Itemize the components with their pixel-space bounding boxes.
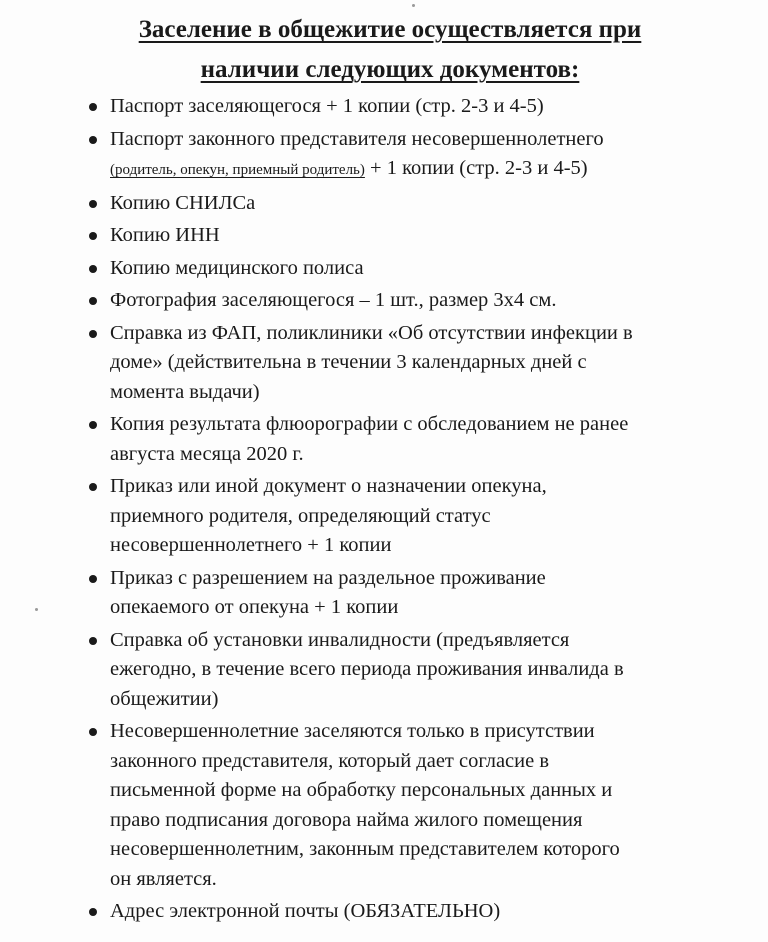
copies-note: + 1 копии (стр. 2-3 и 4-5) bbox=[364, 157, 588, 179]
bullet-icon bbox=[89, 421, 97, 429]
list-item bbox=[84, 626, 764, 715]
list-item bbox=[84, 92, 764, 122]
list-item-line: письменной форме на обработку персональных данных и bbox=[110, 779, 613, 801]
list-item-line: Копию ИНН bbox=[110, 224, 220, 246]
title-line-1: Заселение в общежитие осуществляется при bbox=[138, 16, 642, 43]
list-item-line: опекаемого от опекуна + 1 копии bbox=[110, 596, 399, 618]
list-item-line: ежегодно, в течение всего периода проживания инвалида в bbox=[110, 658, 624, 680]
list-item bbox=[84, 410, 764, 469]
bullet-icon bbox=[89, 136, 97, 144]
list-item bbox=[84, 286, 764, 316]
list-item-line: Приказ с разрешением на раздельное проживание bbox=[110, 566, 546, 589]
list-item-line: доме» (действительна в течении 3 календарных дней с bbox=[110, 351, 587, 373]
list-item-line: приемного родителя, определяющий статус bbox=[110, 504, 491, 527]
list-item bbox=[84, 717, 764, 894]
bullet-icon bbox=[89, 908, 97, 916]
bullet-icon bbox=[89, 103, 97, 111]
list-item-line: Фотография заселяющегося – 1 шт., размер 3х4 см. bbox=[110, 289, 557, 311]
list-item-line: Справка об установки инвалидности (предъявляется bbox=[110, 628, 570, 651]
bullet-icon bbox=[89, 297, 97, 305]
list-item-line: момента выдачи) bbox=[110, 380, 260, 403]
list-item-line: Копию СНИЛСа bbox=[110, 191, 256, 214]
bullet-icon bbox=[89, 232, 97, 240]
list-item-line: Несовершеннолетние заселяются только в присутствии bbox=[110, 720, 595, 742]
list-item-line: Копия результата флюорографии с обследованием не ранее bbox=[110, 413, 629, 435]
bullet-icon bbox=[89, 265, 97, 273]
list-item-line bbox=[110, 154, 764, 186]
list-item bbox=[84, 221, 764, 251]
list-item bbox=[84, 254, 764, 284]
list-item bbox=[84, 897, 764, 927]
list-item bbox=[84, 319, 764, 408]
list-item bbox=[84, 125, 764, 186]
list-item-line: Приказ или иной документ о назначении опекуна, bbox=[110, 475, 547, 497]
document-requirements-list bbox=[84, 92, 764, 930]
scan-speck bbox=[35, 608, 38, 611]
document-title bbox=[60, 10, 720, 90]
list-item bbox=[84, 564, 764, 623]
list-item-line: общежитии) bbox=[110, 687, 219, 710]
representative-note: (родитель, опекун, приемный родитель) bbox=[110, 162, 365, 178]
bullet-icon bbox=[89, 728, 97, 736]
list-item-line: Паспорт заселяющегося + 1 копии (стр. 2-3 и 4-5) bbox=[110, 95, 544, 117]
list-item-line: Адрес электронной почты (ОБЯЗАТЕЛЬНО) bbox=[110, 900, 501, 922]
bullet-icon bbox=[89, 200, 97, 208]
bullet-icon bbox=[89, 483, 97, 491]
list-item-line: Копию медицинского полиса bbox=[110, 256, 364, 279]
list-item-line: несовершеннолетним, законным представителем которого bbox=[110, 838, 620, 860]
title-line-2: наличии следующих документов: bbox=[200, 56, 580, 83]
list-item-line: августа месяца 2020 г. bbox=[110, 442, 304, 465]
list-item-line: он является. bbox=[110, 867, 217, 890]
list-item-line: Паспорт законного представителя несовершеннолетнего bbox=[110, 127, 604, 150]
bullet-icon bbox=[89, 330, 97, 338]
list-item-line: Справка из ФАП, поликлиники «Об отсутствии инфекции в bbox=[110, 321, 633, 344]
list-item-line: несовершеннолетнего + 1 копии bbox=[110, 534, 392, 556]
list-item bbox=[84, 189, 764, 219]
scan-speck bbox=[412, 4, 415, 7]
bullet-icon bbox=[89, 637, 97, 645]
list-item bbox=[84, 472, 764, 561]
list-item-line: право подписания договора найма жилого помещения bbox=[110, 808, 583, 831]
bullet-icon bbox=[89, 575, 97, 583]
list-item-line: законного представителя, который дает согласие в bbox=[110, 749, 550, 772]
